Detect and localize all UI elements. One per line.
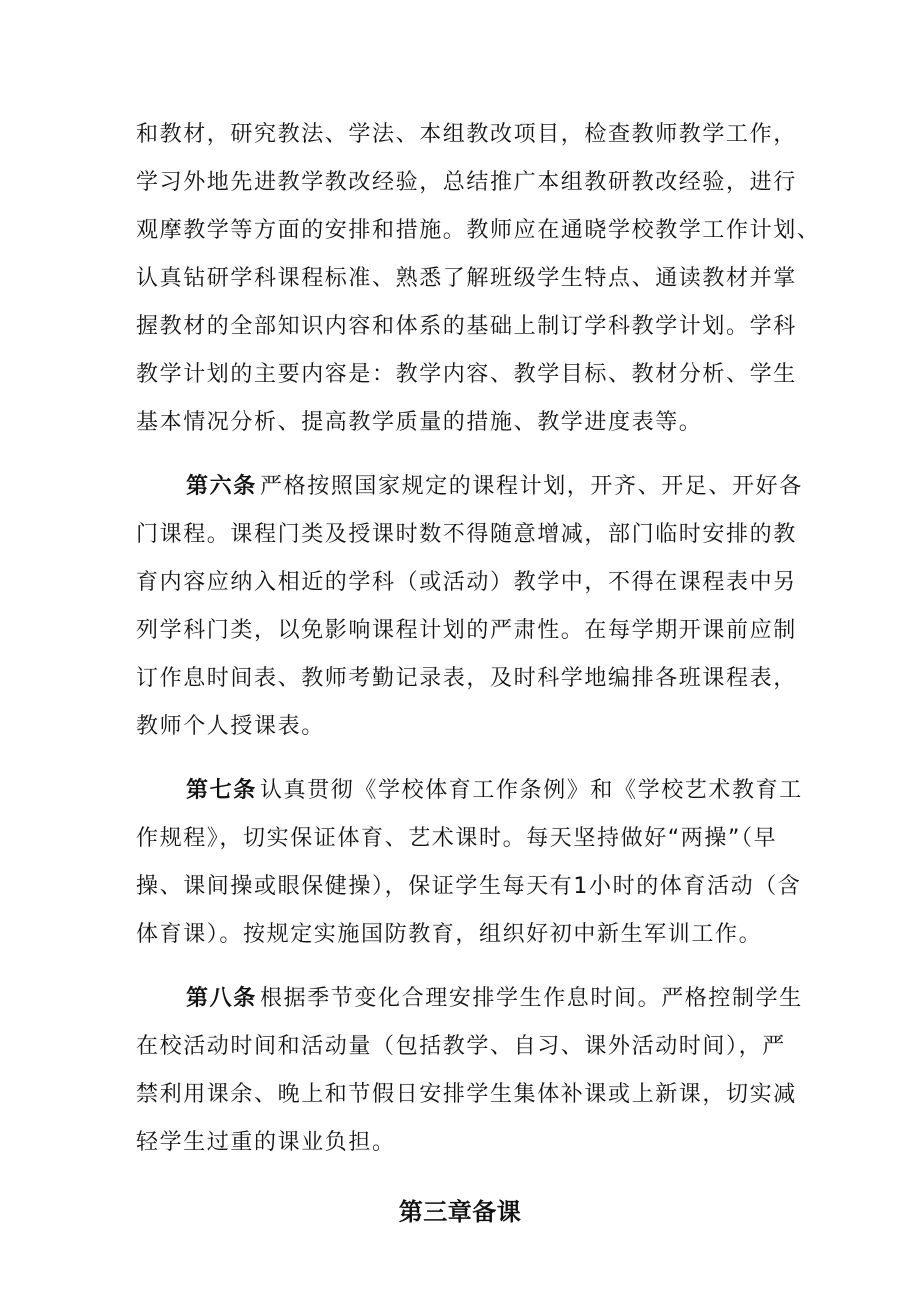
chapter-heading: 第三章备课 — [398, 1198, 522, 1226]
intro-line-2: 学习外地先进教学教改经验，总结推广本组教研教改经验，进行 — [136, 170, 797, 195]
article-8-first-line: 第八条 根据季节变化合理安排学生作息时间。严格控制学生 — [0, 979, 920, 1019]
article-8-line-4: 轻学生过重的课业负担。 — [136, 1130, 396, 1155]
article-7-line-3: 操、课间操或眼保健操），保证学生每天有1小时的体育活动（含 — [136, 874, 802, 899]
article-6-first-line: 第六条 严格按照国家规定的课程计划，开齐、开足、开好各 — [0, 467, 920, 507]
article-8-line-3: 禁利用课余、晚上和节假日安排学生集体补课或上新课，切实减 — [136, 1082, 797, 1107]
article-8-label: 第八条 — [186, 986, 257, 1011]
article-7-first-line: 第七条 认真贯彻《学校体育工作条例》和《学校艺术教育工 — [0, 771, 920, 811]
article-8-line-2: 在校活动时间和活动量（包括教学、自习、课外活动时间），严 — [136, 1034, 786, 1059]
intro-line-3: 观摩教学等方面的安排和措施。教师应在通晓学校教学工作计划、 — [136, 218, 821, 243]
article-7-line-2: 作规程》，切实保证体育、艺术课时。每天坚持做好“两操”（早 — [136, 826, 778, 851]
article-6-line-2: 门课程。课程门类及授课时数不得随意增减，部门临时安排的教 — [136, 522, 797, 547]
article-6-line-3: 育内容应纳入相近的学科（或活动）教学中，不得在课程表中另 — [136, 570, 797, 595]
intro-line-6: 教学计划的主要内容是：教学内容、教学目标、教材分析、学生 — [136, 362, 797, 387]
article-6-line-5: 订作息时间表、教师考勤记录表，及时科学地编排各班课程表， — [136, 666, 797, 691]
article-6-label: 第六条 — [186, 474, 257, 499]
intro-line-1: 和教材，研究教法、学法、本组教改项目，检查教师教学工作， — [136, 122, 797, 147]
article-7-label: 第七条 — [186, 778, 257, 803]
article-7-line-4: 体育课）。按规定实施国防教育，组织好初中新生军训工作。 — [136, 922, 763, 947]
intro-line-7: 基本情况分析、提高教学质量的措施、教学进度表等。 — [136, 410, 703, 435]
intro-line-4: 认真钻研学科课程标准、熟悉了解班级学生特点、通读教材并掌 — [136, 266, 797, 291]
article-6-line-4: 列学科门类，以免影响课程计划的严肃性。在每学期开课前应制 — [136, 618, 797, 643]
intro-line-5: 握教材的全部知识内容和体系的基础上制订学科教学计划。学科 — [136, 314, 797, 339]
article-6-line-6: 教师个人授课表。 — [136, 714, 325, 739]
